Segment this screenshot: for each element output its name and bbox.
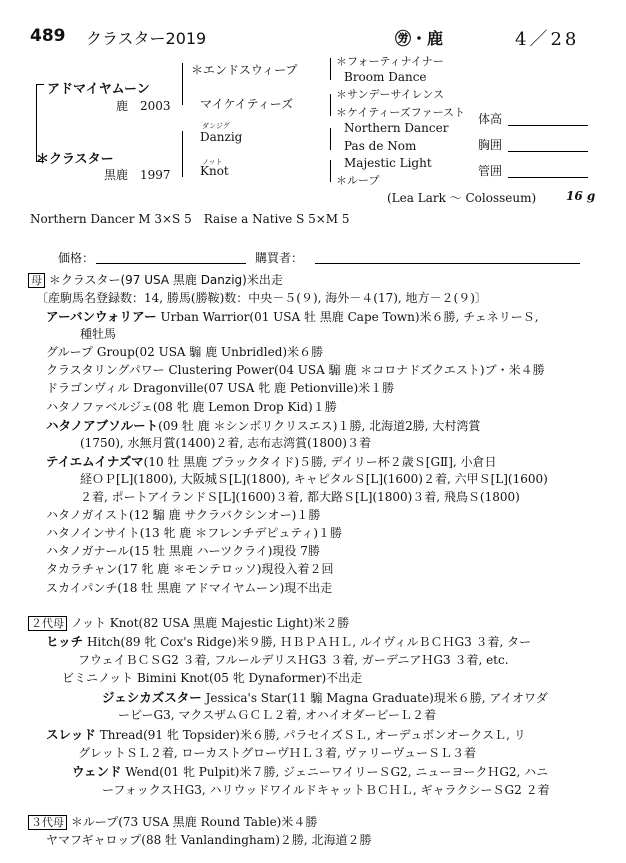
dam-dam: Knot: [200, 164, 229, 178]
entry-row: [118, 706, 436, 723]
price-field[interactable]: [96, 263, 246, 264]
entry-horse-name: アーバンウォリアー: [46, 309, 157, 324]
entry-row: [46, 524, 342, 541]
second-dam-header: [28, 614, 349, 631]
sire-sire: ＊エンドスウィープ: [191, 63, 298, 77]
g3-6: Pas de Nom: [344, 139, 417, 153]
cannon-label: 管囲: [478, 164, 503, 178]
horse-name: クラスター2019: [86, 29, 207, 48]
entry-text: フウェイＢＣＳG2 ３着, フルールデリスＨG3 ３着, ガーデニアＨG3 ３着, etc.: [78, 652, 509, 667]
entry-text: Thread(91 牝 Topsider)米６勝, パラセイズＳＬ, オーデュボンオークスＬ, リ: [95, 728, 526, 742]
dam-sire: Danzig: [200, 130, 243, 144]
pedigree-bracket: [330, 160, 331, 182]
entry-row: [80, 488, 520, 505]
lot-number: 489: [30, 26, 66, 46]
entry-text: タカラチャン(17 牝 鹿 ＊モンテロッソ)現役入着２回: [46, 562, 334, 577]
dam-stats: 〔産駒馬名登録数：14, 勝馬(勝鞍)数：中央－５(９), 海外－４(17), 地方－２(９)〕: [36, 291, 487, 305]
dam-section-header: [28, 271, 283, 288]
dam-section-label: 母: [28, 273, 45, 288]
entry-row: [78, 744, 476, 761]
entry-row: [72, 762, 548, 780]
birth-date: 4／28: [515, 29, 580, 50]
entry-text: (1750), 水無月賞(1400)２着, 志布志湾賞(1800)３着: [80, 435, 371, 450]
dam-section-title: ＊クラスター(97 USA 黒鹿 Danzig)米出走: [48, 273, 283, 287]
sire-name: アドマイヤムーン: [47, 82, 150, 97]
entry-text: (09 牡 鹿 ＊シンボリクリスエス)１勝, 北海道2勝, 大村湾賞: [158, 418, 481, 433]
buyer-field[interactable]: [315, 263, 580, 264]
entry-row: [46, 560, 333, 577]
weight: 16 g: [566, 189, 596, 203]
entry-text: 種牡馬: [80, 327, 117, 342]
dam-sire-ruby: ダンジグ: [202, 122, 230, 130]
entry-text: ハタノガイスト(12 騸 鹿 サクラバクシンオー)１勝: [46, 508, 321, 523]
entry-row: [46, 307, 539, 325]
entry-row: [46, 725, 526, 743]
pedigree-bracket: [182, 131, 183, 177]
entry-row: [46, 379, 394, 396]
sex-color: ㊘・鹿: [395, 29, 444, 48]
g3-4: ＊ケイティーズファースト: [336, 106, 466, 119]
g3-1: ＊フォーティナイナー: [336, 55, 444, 68]
third-dam-header: [28, 813, 317, 830]
entry-row: [46, 831, 372, 848]
dam-color-year: 黒鹿 1997: [104, 168, 171, 182]
entry-text: ２着, ポートアイランドＳ[L](1600)３着, 都大路Ｓ[L](1800)３着, 飛鳥Ｓ(1800): [80, 490, 520, 504]
entry-row: [80, 325, 116, 342]
dam-name: ＊クラスター: [36, 152, 114, 167]
second-dam-title: ノット Knot(82 USA 黒鹿 Majestic Light)米２勝: [70, 616, 350, 630]
inbreeding: Northern Dancer M 3×S 5 Raise a Native S 5×M 5: [30, 212, 350, 226]
entry-text: ドラゴンヴィル Dragonville(07 USA 牝 鹿 Petionville)米１勝: [46, 381, 395, 396]
entry-text: ハタノガナール(15 牡 黒鹿 ハーツクライ)現役 7勝: [46, 544, 320, 559]
chest-label: 胸囲: [478, 138, 503, 152]
entry-row: [46, 542, 320, 559]
entry-horse-name: ヒッチ: [46, 634, 84, 649]
entry-text: グループ Group(02 USA 騸 鹿 Unbridled)米６勝: [46, 345, 324, 360]
entry-row: [80, 470, 548, 487]
g3-2: Broom Dance: [344, 70, 427, 84]
third-dam-label: ３代母: [28, 815, 67, 830]
g3-3: ＊サンデーサイレンス: [336, 88, 445, 101]
entry-text: ビミニノット Bimini Knot(05 牝 Dynaformer)不出走: [62, 671, 363, 686]
pedigree-bracket: [330, 94, 331, 116]
pedigree-bracket: [330, 128, 331, 150]
entry-text: Wend(01 牝 Pulpit)米７勝, ジェニーワイリーＳG2, ニューヨークＨG2, ハニ: [121, 765, 549, 780]
entry-text: ハタノインサイト(13 牝 鹿 ＊フレンチデピュティ)１勝: [46, 526, 343, 541]
entry-row: [46, 452, 497, 470]
sire-dam: マイケイティーズ: [200, 97, 294, 111]
g3-5: Northern Dancer: [344, 121, 449, 135]
entry-horse-name: ハタノアブソルート: [46, 417, 159, 433]
entry-row: [46, 398, 337, 415]
pedigree-bracket: [182, 63, 183, 105]
entry-row: [102, 688, 548, 706]
second-dam-label: ２代母: [28, 616, 67, 631]
entry-text: Jessica's Star(11 騸 Magna Graduate)現米６勝, アイオワダ: [201, 690, 548, 705]
entry-row: [46, 361, 545, 378]
entry-text: ーフォックスＨG3, ハリウッドワイルドキャットＢＣＨＬ, ギャラクシーＳG2 ２着: [102, 782, 550, 797]
g3-7: Majestic Light: [344, 156, 432, 170]
entry-text: ハタノファベルジェ(08 牝 鹿 Lemon Drop Kid)１勝: [46, 399, 337, 414]
entry-row: [46, 343, 323, 360]
chest-field[interactable]: [508, 151, 588, 152]
g3-8: ＊ループ: [336, 174, 380, 187]
entry-row: [46, 506, 320, 523]
third-dam-title: ＊ループ(73 USA 黒鹿 Round Table)米４勝: [70, 815, 318, 829]
height-label: 体高: [478, 112, 503, 126]
entry-text: ヤマフギャロップ(88 牡 Vanlandingham)２勝, 北海道２勝: [46, 833, 372, 847]
price-label: 価格：: [58, 251, 95, 265]
buyer-label: 購買者：: [255, 251, 304, 265]
dam-dam-ruby: ノット: [202, 158, 223, 166]
entry-text: クラスタリングパワー Clustering Power(04 USA 騸 鹿 ＊コロナドズクエスト)ブ・米４勝: [46, 363, 545, 378]
entry-text: 経ＯＰ[L](1800), 大阪城Ｓ[L](1800), キャピタルＳ[L](1600)２着, 六甲Ｓ[L](1600): [80, 471, 548, 486]
family-note: (Lea Lark 〜 Colosseum): [387, 191, 537, 205]
entry-horse-name: スレッド: [46, 727, 96, 742]
entry-horse-name: テイエムイナズマ: [46, 453, 144, 469]
cannon-field[interactable]: [508, 177, 588, 178]
entry-text: (10 牡 黒鹿 ブラックタイド)５勝, デイリー杯２歳Ｓ[GⅡ], 小倉日: [143, 454, 497, 469]
pedigree-bracket: [330, 58, 331, 80]
entry-row: [46, 416, 480, 434]
sire-color-year: 鹿 2003: [116, 99, 171, 113]
entry-horse-name: ウェンド: [72, 764, 122, 780]
entry-text: Urban Warrior(01 USA 牡 黒鹿 Cape Town)米６勝, チェネリーＳ,: [156, 310, 539, 324]
entry-row: [78, 651, 509, 668]
entry-text: Hitch(89 牝 Cox's Ridge)米９勝, ＨＢＰＡＨＬ, ルイヴィルＢＣＨG3 ３着, ター: [83, 635, 532, 649]
entry-row: [46, 632, 531, 650]
entry-text: スカイパンチ(18 牡 黒鹿 アドマイヤムーン)現不出走: [46, 580, 333, 595]
entry-text: ービーG3, マクスザムＧＣＬ２着, オハイオダービーＬ２着: [118, 708, 436, 723]
entry-row: [62, 669, 362, 686]
entry-row: [80, 434, 371, 451]
entry-row: [102, 781, 550, 798]
entry-horse-name: ジェシカズスター: [102, 689, 202, 705]
entry-text: グレットＳＬ２着, ローカストグローヴＨＬ３着, ヴァリーヴューＳＬ３着: [78, 745, 477, 760]
entry-row: [46, 579, 332, 596]
height-field[interactable]: [508, 125, 588, 126]
pedigree-tick: [36, 84, 44, 85]
